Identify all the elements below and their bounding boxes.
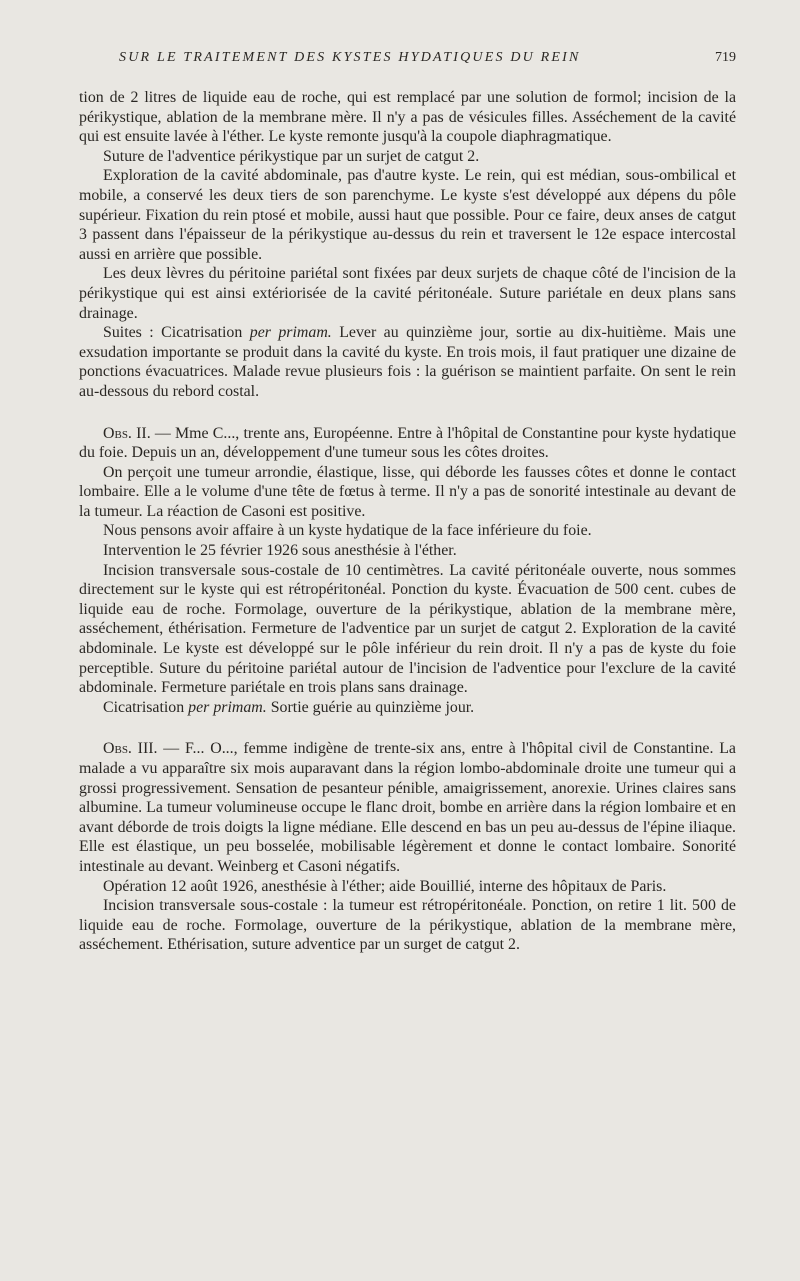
text-run: Suites : Cicatrisation	[103, 324, 250, 342]
paragraph: Suture de l'adventice périkystique par un surjet de catgut 2.	[103, 147, 480, 165]
section-gap	[79, 402, 736, 424]
paragraph: Exploration de la cavité abdominale, pas d'autre kyste. Le rein, qui est médian, sous-ombilical et mobile, a conservé les deux tiers de son parenchyme. Le kyste s'est développé aux dépens du pôle supérieur. Fixation du rein ptosé et mobile, aussi haut que possible. Pour ce faire, deux anses de catgut 3 passent dans l'épaisseur de la périkystique au-dessus du rein et traversent le 12e espace intercostal aussi en arrière que possible.	[79, 167, 736, 263]
italic-phrase: per primam.	[249, 324, 332, 342]
text-run: — F... O..., femme indigène de trente-six ans, entre à l'hôpital civil de Constantine. La malade a vu apparaître six mois auparavant dans la région lombo-abdominale droite une tumeur qui a grossi progressivement. Sensation de pesanteur pénible, amaigrissement, anorexie. Urines claires sans albumine. La tumeur volumineuse occupe le flanc droit, bombe en arrière dans la région lombaire et en avant déborde de trois doigts la ligne médiane. Elle descend en bas un peu au-dessus de l'épine iliaque. Elle est élastique, un peu bosselée, mobilisable légèrement et donne le contact lombaire. Sonorité intestinale au devant. Weinberg et Casoni négatifs.	[79, 740, 736, 875]
paragraph: On perçoit une tumeur arrondie, élastique, lisse, qui déborde les fausses côtes et donne le contact lombaire. Elle a le volume d'une tête de fœtus à terme. Il n'y a pas de sonorité intestinale au devant de la tumeur. La réaction de Casoni est positive.	[79, 463, 736, 520]
paragraph: Nous pensons avoir affaire à un kyste hydatique de la face inférieure du foie.	[103, 522, 592, 540]
observation-label: Obs. II.	[103, 424, 151, 442]
text-run: Sortie guérie au quinzième jour.	[266, 698, 475, 716]
running-title: SUR LE TRAITEMENT DES KYSTES HYDATIQUES DU REIN	[119, 50, 581, 65]
paragraph	[79, 698, 736, 718]
running-header	[79, 50, 736, 66]
observation-paragraph	[79, 739, 736, 876]
paragraph: Les deux lèvres du péritoine pariétal sont fixées par deux surjets de chaque côté de l'incision de la périkystique qui est ainsi extériorisée de la cavité péritonéale. Suture pariétale en deux plans sans drainage.	[79, 265, 736, 322]
observation-paragraph	[79, 424, 736, 463]
paragraph: Incision transversale sous-costale de 10 centimètres. La cavité péritonéale ouverte, nous sommes directement sur le kyste qui est rétropéritonéal. Ponction du kyste. Évacuation de 500 cent. cubes de liquide eau de roche. Formolage, ouverture de la périkystique, ablation de la membrane mère, asséchement, éthérisation. Fermeture de l'adventice par un surjet de catgut 2. Exploration de la cavité abdominale. Le kyste est développé sur le pôle inférieur du rein droit. Il n'y a pas de kyste du foie perceptible. Suture du péritoine pariétal autour de l'incision de l'adventice pour l'exclure de la cavité abdominale. Fermeture pariétale en trois plans sans drainage.	[79, 561, 736, 697]
observation-label: Obs. III.	[103, 740, 158, 758]
section-gap	[79, 717, 736, 739]
paragraph: Opération 12 août 1926, anesthésie à l'éther; aide Bouillié, interne des hôpitaux de Paris.	[103, 877, 667, 895]
italic-phrase: per primam.	[188, 698, 267, 716]
paragraph: tion de 2 litres de liquide eau de roche, qui est remplacé par une solution de formol; incision de la périkystique, ablation de la membrane mère. Il n'y a pas de vésicules filles. Asséchement de la cavité qui est ensuite lavée à l'éther. Le kyste remonte jusqu'à la coupole diaphragmatique.	[79, 89, 736, 146]
paragraph	[79, 323, 736, 401]
text-run: — Mme C..., trente ans, Européenne. Entre à l'hôpital de Constantine pour kyste hydatique du foie. Depuis un an, développement d'une tumeur sous les côtes droites.	[79, 424, 736, 462]
text-run: Cicatrisation	[103, 698, 189, 716]
paragraph: Intervention le 25 février 1926 sous anesthésie à l'éther.	[103, 542, 457, 560]
text-run: Lever au quinzième jour, sortie au dix-huitième. Mais une exsudation importante se produit dans la cavité du kyste. En trois mois, il faut pratiquer une dizaine de ponctions évacuatrices. Malade revue plusieurs fois : la guérison se maintient parfaite. On sent le rein au-dessous du rebord costal.	[79, 324, 736, 400]
page-number: 719	[715, 50, 736, 65]
paragraph: Incision transversale sous-costale : la tumeur est rétropéritonéale. Ponction, on retire 1 lit. 500 de liquide eau de roche. Formolage, ouverture de la périkystique, ablation de la membrane mère, asséchement. Ethérisation, suture adventice par un surget de catgut 2.	[79, 897, 736, 954]
